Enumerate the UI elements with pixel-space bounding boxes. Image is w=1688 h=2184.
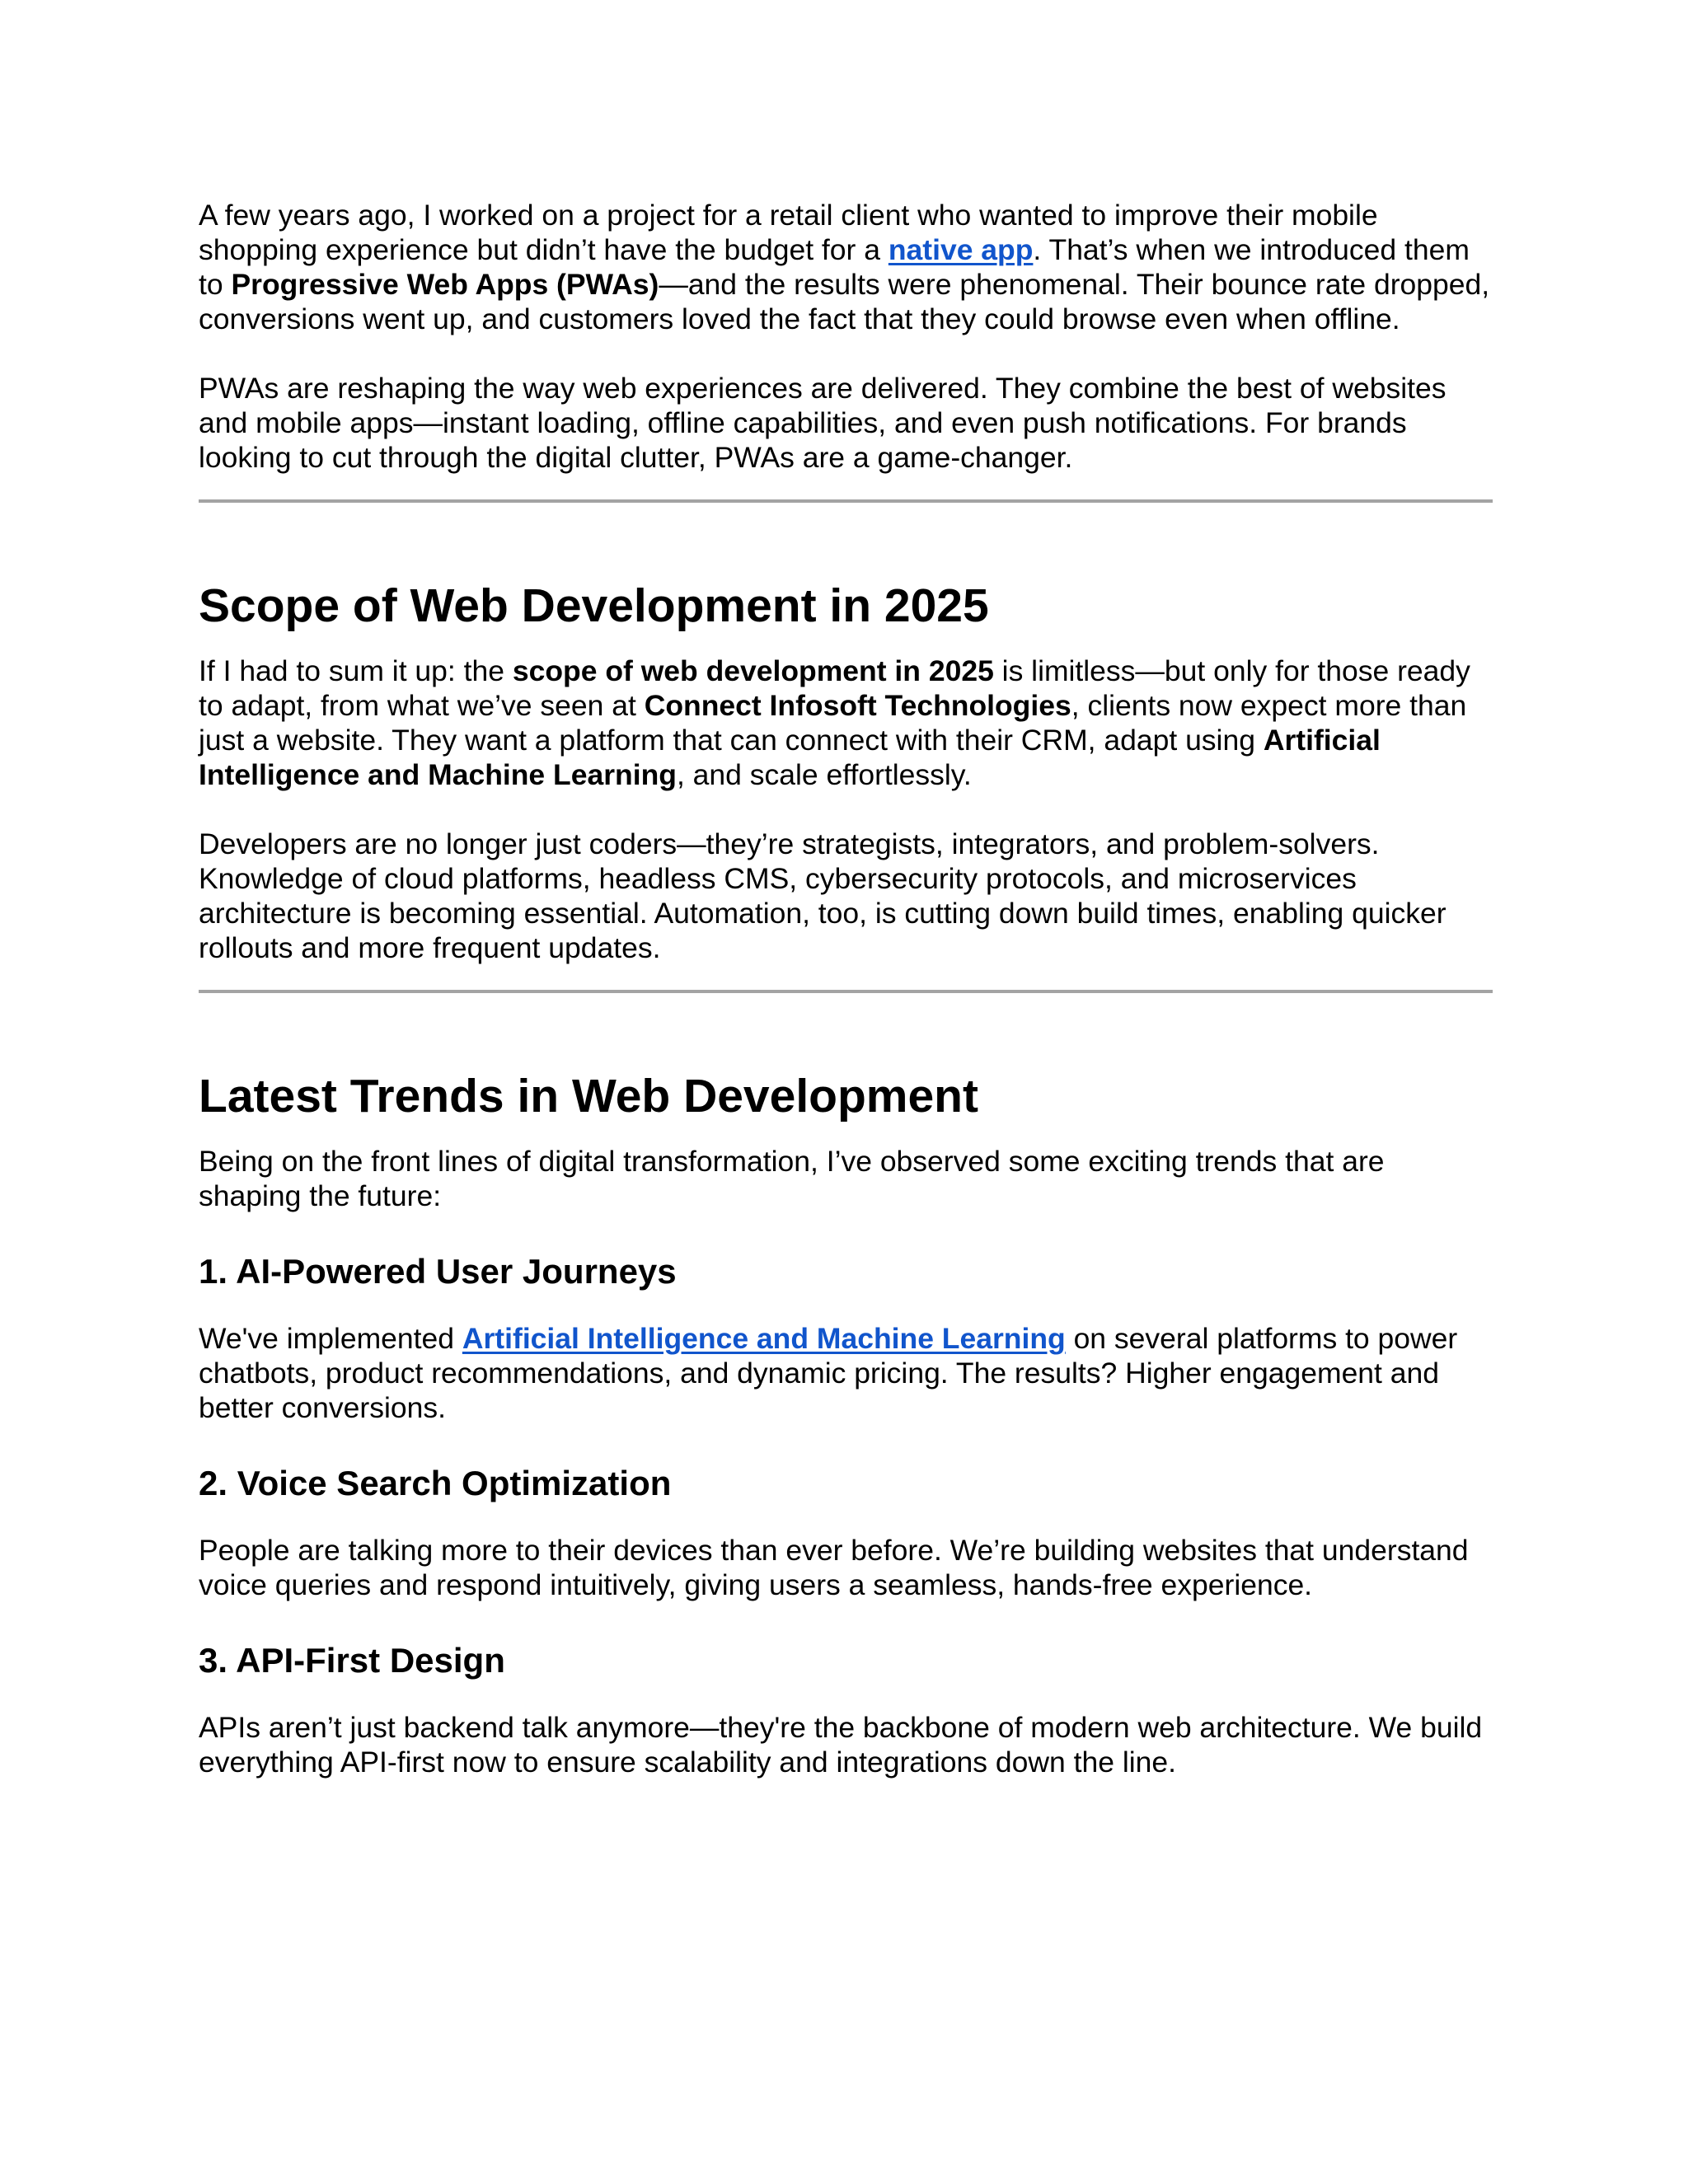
divider-2: [199, 990, 1493, 993]
ai-ml-link[interactable]: Artificial Intelligence and Machine Learning: [462, 1322, 1066, 1355]
trend-1-title: 1. AI-Powered User Journeys: [199, 1252, 677, 1291]
trend-3-text: APIs aren’t just backend talk anymore—they're the backbone of modern web architecture. We build everything API-first now to ensure scalability and integrations down the line.: [199, 1711, 1483, 1779]
native-app-link[interactable]: native app: [888, 233, 1034, 266]
intro-text-a: A few years ago, I worked on a project for a retail client who wanted to improve their mobile shopping experience but didn’t have the budget for a: [199, 199, 1378, 266]
trends-heading: Latest Trends in Web Development: [199, 1070, 978, 1122]
intro-text-c: —and the results were phenomenal. Their bounce rate dropped, conversions went up, and customers loved the fact that they could browse even when offline.: [199, 268, 1490, 335]
scope-text-c: , clients now expect more than just a website. They want a platform that can connect with their CRM, adapt using: [199, 689, 1467, 757]
scope-paragraph-2: Developers are no longer just coders—they’re strategists, integrators, and problem-solvers. Knowledge of cloud platforms, headless CMS, cybersecurity protocols, and microservices architecture is becoming essential. Automation, too, is cutting down build times, enabling quicker rollouts and more frequent updates.: [199, 827, 1447, 964]
scope-paragraph-1: [199, 654, 1493, 792]
scope-bold-1: scope of web development in 2025: [512, 654, 994, 687]
trend-3-title: 3. API-First Design: [199, 1641, 505, 1680]
trend-1-text-a: We've implemented: [199, 1322, 462, 1355]
scope-bold-3: Artificial Intelligence and Machine Learning: [199, 724, 1381, 791]
scope-text-b: is limitless—but only for those ready to adapt, from what we’ve seen at: [199, 654, 1470, 722]
divider-1: [199, 499, 1493, 503]
document-page: [199, 198, 1493, 1779]
trends-intro: Being on the front lines of digital transformation, I’ve observed some exciting trends that are shaping the future:: [199, 1145, 1385, 1212]
trend-1-text: [199, 1321, 1493, 1425]
trend-2-text: People are talking more to their devices than ever before. We’re building websites that understand voice queries and respond intuitively, giving users a seamless, hands-free experience.: [199, 1534, 1469, 1601]
intro-text-b: . That’s when we introduced them to: [199, 233, 1470, 301]
scope-bold-2: Connect Infosoft Technologies: [644, 689, 1071, 722]
scope-heading: Scope of Web Development in 2025: [199, 579, 989, 632]
intro-paragraph-1: [199, 198, 1493, 336]
scope-text-a: If I had to sum it up: the: [199, 654, 513, 687]
scope-text-d: , and scale effortlessly.: [676, 758, 972, 791]
intro-paragraph-2: PWAs are reshaping the way web experiences are delivered. They combine the best of websites and mobile apps—instant loading, offline capabilities, and even push notifications. For brands looking to cut through the digital clutter, PWAs are a game-changer.: [199, 372, 1447, 474]
pwa-bold: Progressive Web Apps (PWAs): [231, 268, 659, 301]
trend-1-text-b: on several platforms to power chatbots, product recommendations, and dynamic pricing. The results? Higher engagement and better conversions.: [199, 1322, 1458, 1424]
trend-2-title: 2. Voice Search Optimization: [199, 1464, 672, 1502]
